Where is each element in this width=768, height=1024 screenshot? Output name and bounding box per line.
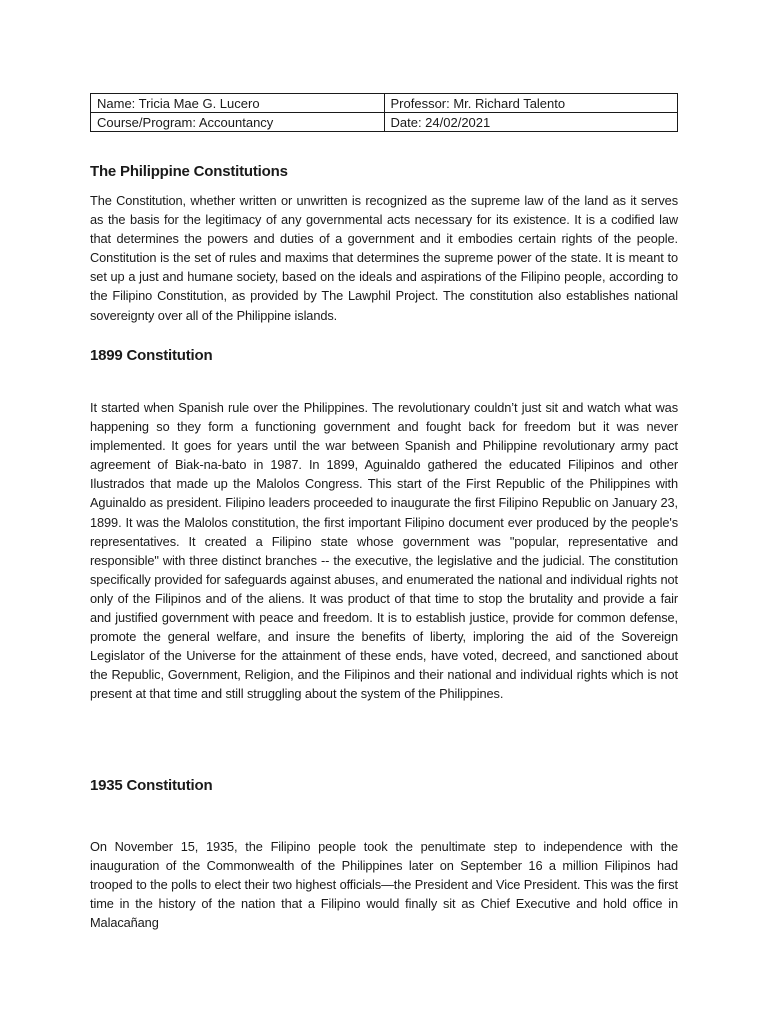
section-body-1935-constitution: On November 15, 1935, the Filipino people took the penultimate step to independence with the inauguration of the Commonwealth of the Philippines later on September 16 a million Filipinos had trooped to the polls to elect their two highest officials—the President and Vice President. This was the first time in the history of the nation that a Filipino would finally sit as Chief Executive and hold office in Malacañang <box>90 839 678 931</box>
section-heading-philippine-constitutions: The Philippine Constitutions <box>90 163 288 180</box>
student-info-table <box>90 93 678 132</box>
date-cell: Date: 24/02/2021 <box>384 113 678 132</box>
student-name-cell: Name: Tricia Mae G. Lucero <box>91 94 385 113</box>
section-body-1899-constitution: It started when Spanish rule over the Philippines. The revolutionary couldn’t just sit and watch what was happening so they form a functioning government and fought back for freedom but it was never implemented. It goes for years until the war between Spanish and Philippine revolutionary army pact agreement of Biak-na-bato in 1987. In 1899, Aguinaldo gathered the educated Filipinos and other Ilustrados that made up the Malolos Congress. This start of the First Republic of the Philippines with Aguinaldo as president. Filipino leaders proceeded to inaugurate the first Filipino Republic on January 23, 1899. It was the Malolos constitution, the first important Filipino document ever produced by the people's representatives. It created a Filipino state whose government was "popular, representative and responsible" with three distinct branches -- the executive, the legislative and the judicial. The constitution specifically provided for safeguards against abuses, and enumerated the national and individual rights not only of the Filipinos and of the aliens. It was product of that time to stop the brutality and provide a fair and justified government with peace and freedom. It is to establish justice, provide for common defense, promote the general welfare, and insure the benefits of liberty, imploring the aid of the Sovereign Legislator of the Universe for the attainment of these ends, have voted, decreed, and sanctioned about the Republic, Government, Religion, and the Filipinos and their national and individual rights which is not present at that time and still struggling about the system of the Philippines. <box>90 400 678 702</box>
section-heading-1899-constitution: 1899 Constitution <box>90 347 213 364</box>
table-row <box>91 113 678 132</box>
course-cell: Course/Program: Accountancy <box>91 113 385 132</box>
document-page <box>90 93 678 931</box>
section-body-philippine-constitutions: The Constitution, whether written or unwritten is recognized as the supreme law of the land as it serves as the basis for the legitimacy of any governmental acts necessary for its existence. It is a codified law that determines the powers and duties of a government and it embodies certain rights of the people. Constitution is the set of rules and maxims that determines the supreme power of the state. It is meant to set up a just and humane society, based on the ideals and aspirations of the Filipino people, according to the Filipino Constitution, as provided by The Lawphil Project. The constitution also establishes national sovereignty over all of the Philippine islands. <box>90 193 678 323</box>
professor-cell: Professor: Mr. Richard Talento <box>384 94 678 113</box>
section-heading-1935-constitution: 1935 Constitution <box>90 777 213 794</box>
table-row <box>91 94 678 113</box>
